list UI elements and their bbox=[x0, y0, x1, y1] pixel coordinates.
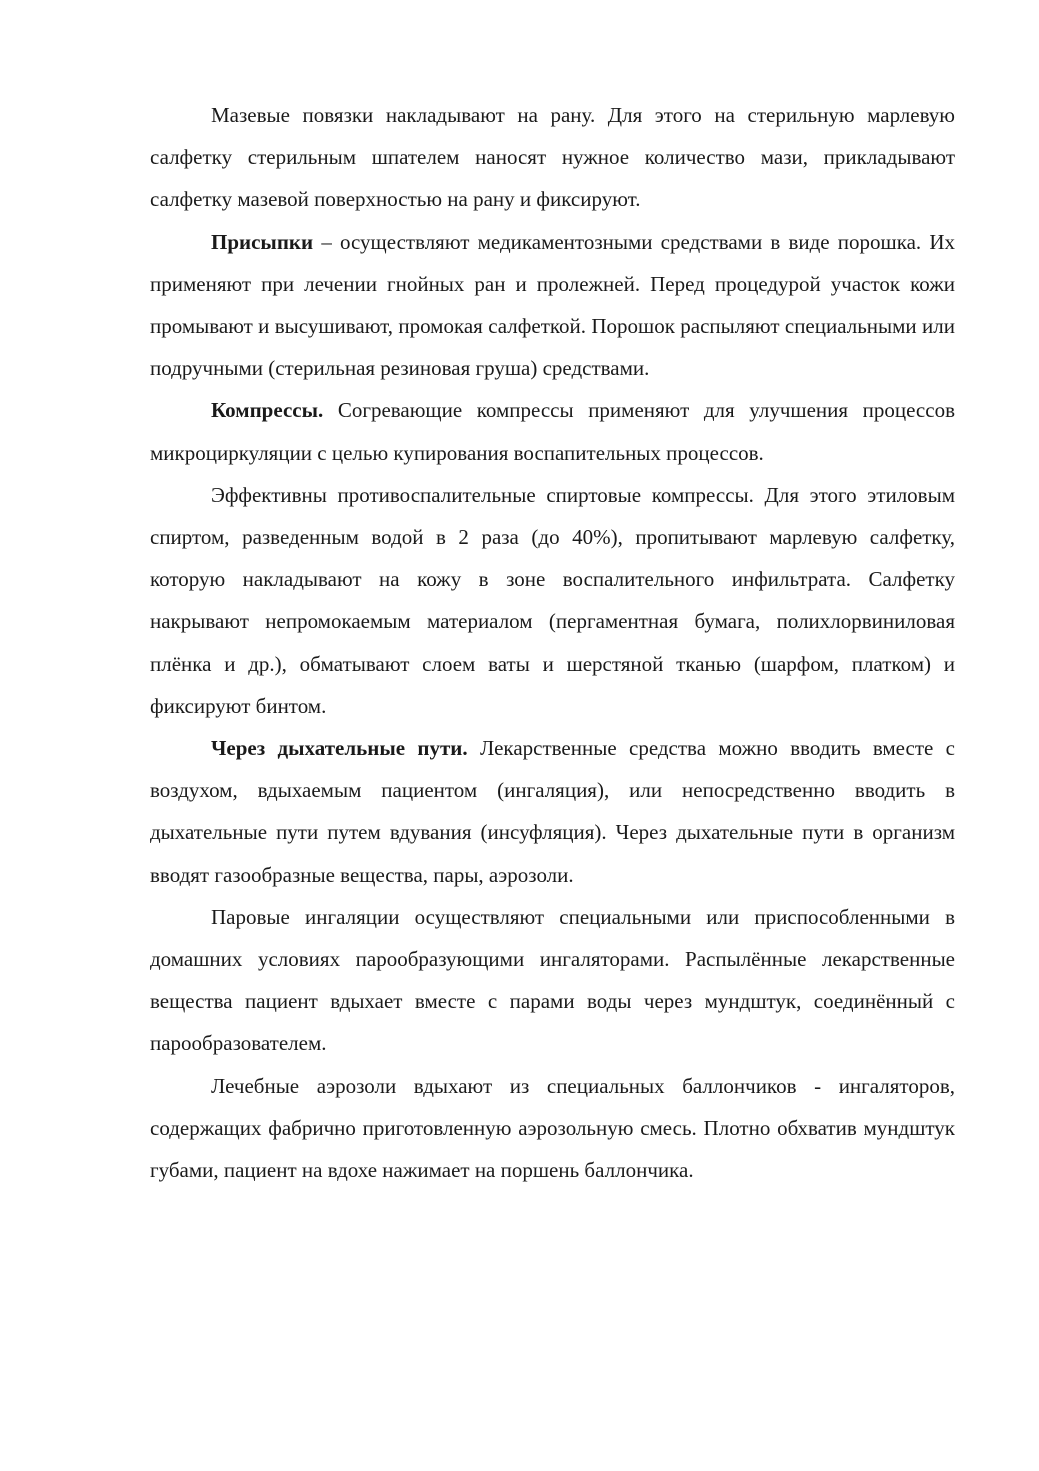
paragraph-text: Лечебные аэрозоли вдыхают из специальных баллончиков - ингаляторов, содержащих фабрично приготовленную аэрозольную смесь. Плотно обхватив мундштук губами, пациент на вдохе нажимает на поршень баллончика. bbox=[150, 1073, 955, 1183]
paragraph-aerosols bbox=[150, 1065, 955, 1192]
paragraph-ointment-dressings bbox=[150, 94, 955, 221]
paragraph-compresses bbox=[150, 389, 955, 473]
paragraph-powders bbox=[150, 221, 955, 390]
paragraph-alcohol-compresses bbox=[150, 474, 955, 727]
paragraph-text: Мазевые повязки накладывают на рану. Для этого на стерильную марлевую салфетку стерильным шпателем наносят нужное количество мази, прикладывают салфетку мазевой поверхностью на рану и фиксируют. bbox=[150, 103, 955, 212]
paragraph-lead: Через дыхательные пути. bbox=[211, 736, 468, 761]
paragraph-steam-inhalations bbox=[150, 896, 955, 1065]
document-page bbox=[150, 94, 955, 1191]
paragraph-text: Лекарственные средства можно вводить вместе с воздухом, вдыхаемым пациентом (ингаляция), или непосредственно вводить в дыхательные пути путем вдувания (инсуфляция). Через дыхательные пути в организм вводят газообразные вещества, пары, аэрозоли. bbox=[150, 736, 955, 887]
paragraph-text: Согревающие компрессы применяют для улучшения процессов микроциркуляции с целью купирования воспапительных процессов. bbox=[150, 398, 955, 465]
paragraph-text: Эффективны противоспалительные спиртовые компрессы. Для этого этиловым спиртом, разведенным водой в 2 раза (до 40%), пропитывают марлевую салфетку, которую накладывают на кожу в зоне воспалительного инфильтрата. Салфетку накрывают непромокаемым материалом (пергаментная бумага, полихлорвиниловая плёнка и др.), обматывают слоем ваты и шерстяной тканью (шарфом, платком) и фиксируют бинтом. bbox=[150, 482, 955, 718]
paragraph-text: – осуществляют медикаментозными средствами в виде порошка. Их применяют при лечении гнойных ран и пролежней. Перед процедурой участок кожи промывают и высушивают, промокая салфеткой. Порошок распыляют специальными или подручными (стерильная резиновая груша) средствами. bbox=[150, 229, 955, 381]
paragraph-lead: Компрессы. bbox=[211, 398, 324, 423]
paragraph-text: Паровые ингаляции осуществляют специальными или приспособленными в домашних условиях парообразующими ингаляторами. Распылённые лекарственные вещества пациент вдыхает вместе с парами воды через мундштук, соединённый с парообразователем. bbox=[150, 904, 955, 1056]
paragraph-lead: Присыпки bbox=[211, 229, 314, 254]
paragraph-respiratory-route bbox=[150, 727, 955, 896]
